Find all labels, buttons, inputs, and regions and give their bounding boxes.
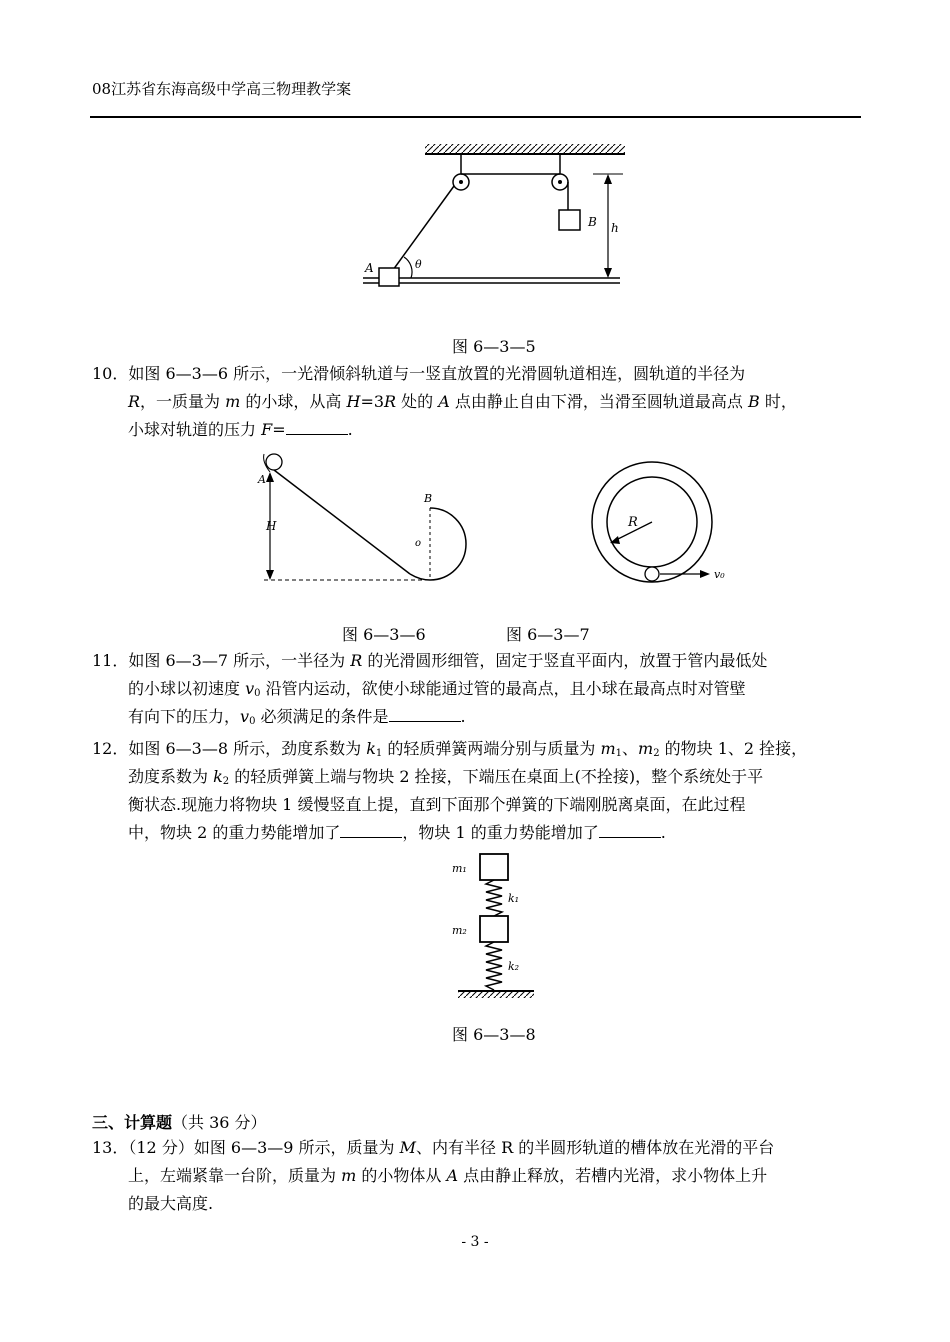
label-v0: v₀: [714, 568, 725, 581]
header-rule: [90, 116, 861, 118]
label-m1: m₁: [452, 862, 467, 875]
label-h: h: [611, 221, 619, 235]
figure-6-3-6: [250, 448, 480, 588]
label-R: R: [628, 515, 638, 530]
label-A: A: [258, 473, 266, 486]
q10-number: 10．: [92, 364, 129, 383]
question-12: 12．如图 6—3—8 所示，劲度系数为 $k_1$ 的轻质弹簧两端分别与质量为 $m_1$、$m_2$ 的物块 1、2 拴接， 劲度系数为 $k_2$ 的轻质弹簧上端与物块 2 拴接，下端压在桌面上(不拴接)，整个系统处于平 衡状态.现施力将物块 1 缓慢竖直上提，直到下面那个弹簧的下端刚脱离桌面，在此过程 中，物块 2 的重力势能增加了 ，物块 1 的重力势能增加了 .: [92, 739, 808, 842]
label-o: o: [415, 538, 422, 549]
figure-caption-6-3-6: 图 6—3—6: [342, 625, 426, 644]
label-B: B: [588, 215, 597, 229]
page-number: - 3 -: [461, 1234, 489, 1250]
q12-number: 12．: [92, 739, 129, 758]
q10-line1: 如图 6—3—6 所示，一光滑倾斜轨道与一竖直放置的光滑圆轨道相连，圆轨道的半径为: [128, 364, 746, 383]
q13-number: 13．: [92, 1138, 129, 1157]
figure-caption-6-3-8: 图 6—3—8: [452, 1025, 536, 1044]
label-m2: m₂: [452, 924, 467, 937]
question-10: 10．如图 6—3—6 所示，一光滑倾斜轨道与一竖直放置的光滑圆轨道相连，圆轨道的半径为 R，一质量为 m 的小球，从高 H=3R 处的 A 点由静止自由下滑，当滑至圆轨道最高点 B 时， 小球对轨道的压力 F= .: [92, 364, 797, 439]
label-B: B: [424, 492, 433, 505]
section-heading: 三、计算题（共 36 分）: [92, 1113, 267, 1132]
label-theta: θ: [415, 258, 422, 271]
figure-6-3-5: [355, 140, 635, 300]
answer-blank-q12-block2[interactable]: [340, 823, 402, 838]
figure-caption-6-3-7: 图 6—3—7: [506, 625, 590, 644]
answer-blank-q12-block1[interactable]: [599, 823, 661, 838]
answer-blank-q10[interactable]: [286, 420, 348, 435]
document-header: 08江苏省东海高级中学高三物理教学案: [92, 80, 352, 98]
answer-blank-q11[interactable]: [389, 707, 461, 722]
figure-6-3-7: [588, 458, 748, 588]
question-13: 13．（12 分）如图 6—3—9 所示，质量为 M、内有半径 R 的半圆形轨道的槽体放在光滑的平台 上，左端紧靠一台阶，质量为 m 的小物体从 A 点由静止释放，若槽内光滑，求小物体上升 的最大高度.: [92, 1138, 775, 1213]
label-k1: k₁: [508, 892, 520, 905]
question-11: 11．如图 6—3—7 所示，一半径为 R 的光滑圆形细管，固定于竖直平面内，放置于管内最低处 的小球以初速度 $v_0$ 沿管内运动，欲使小球能通过管的最高点，且小球在最高点时对管壁 有向下的压力，$v_0$ 必须满足的条件是 .: [92, 651, 768, 727]
q11-number: 11．: [92, 651, 129, 670]
label-A: A: [365, 261, 374, 275]
label-k2: k₂: [508, 960, 520, 973]
label-H: H: [266, 519, 277, 533]
figure-caption-6-3-5: 图 6—3—5: [452, 337, 536, 356]
figure-6-3-8: [448, 852, 548, 1010]
